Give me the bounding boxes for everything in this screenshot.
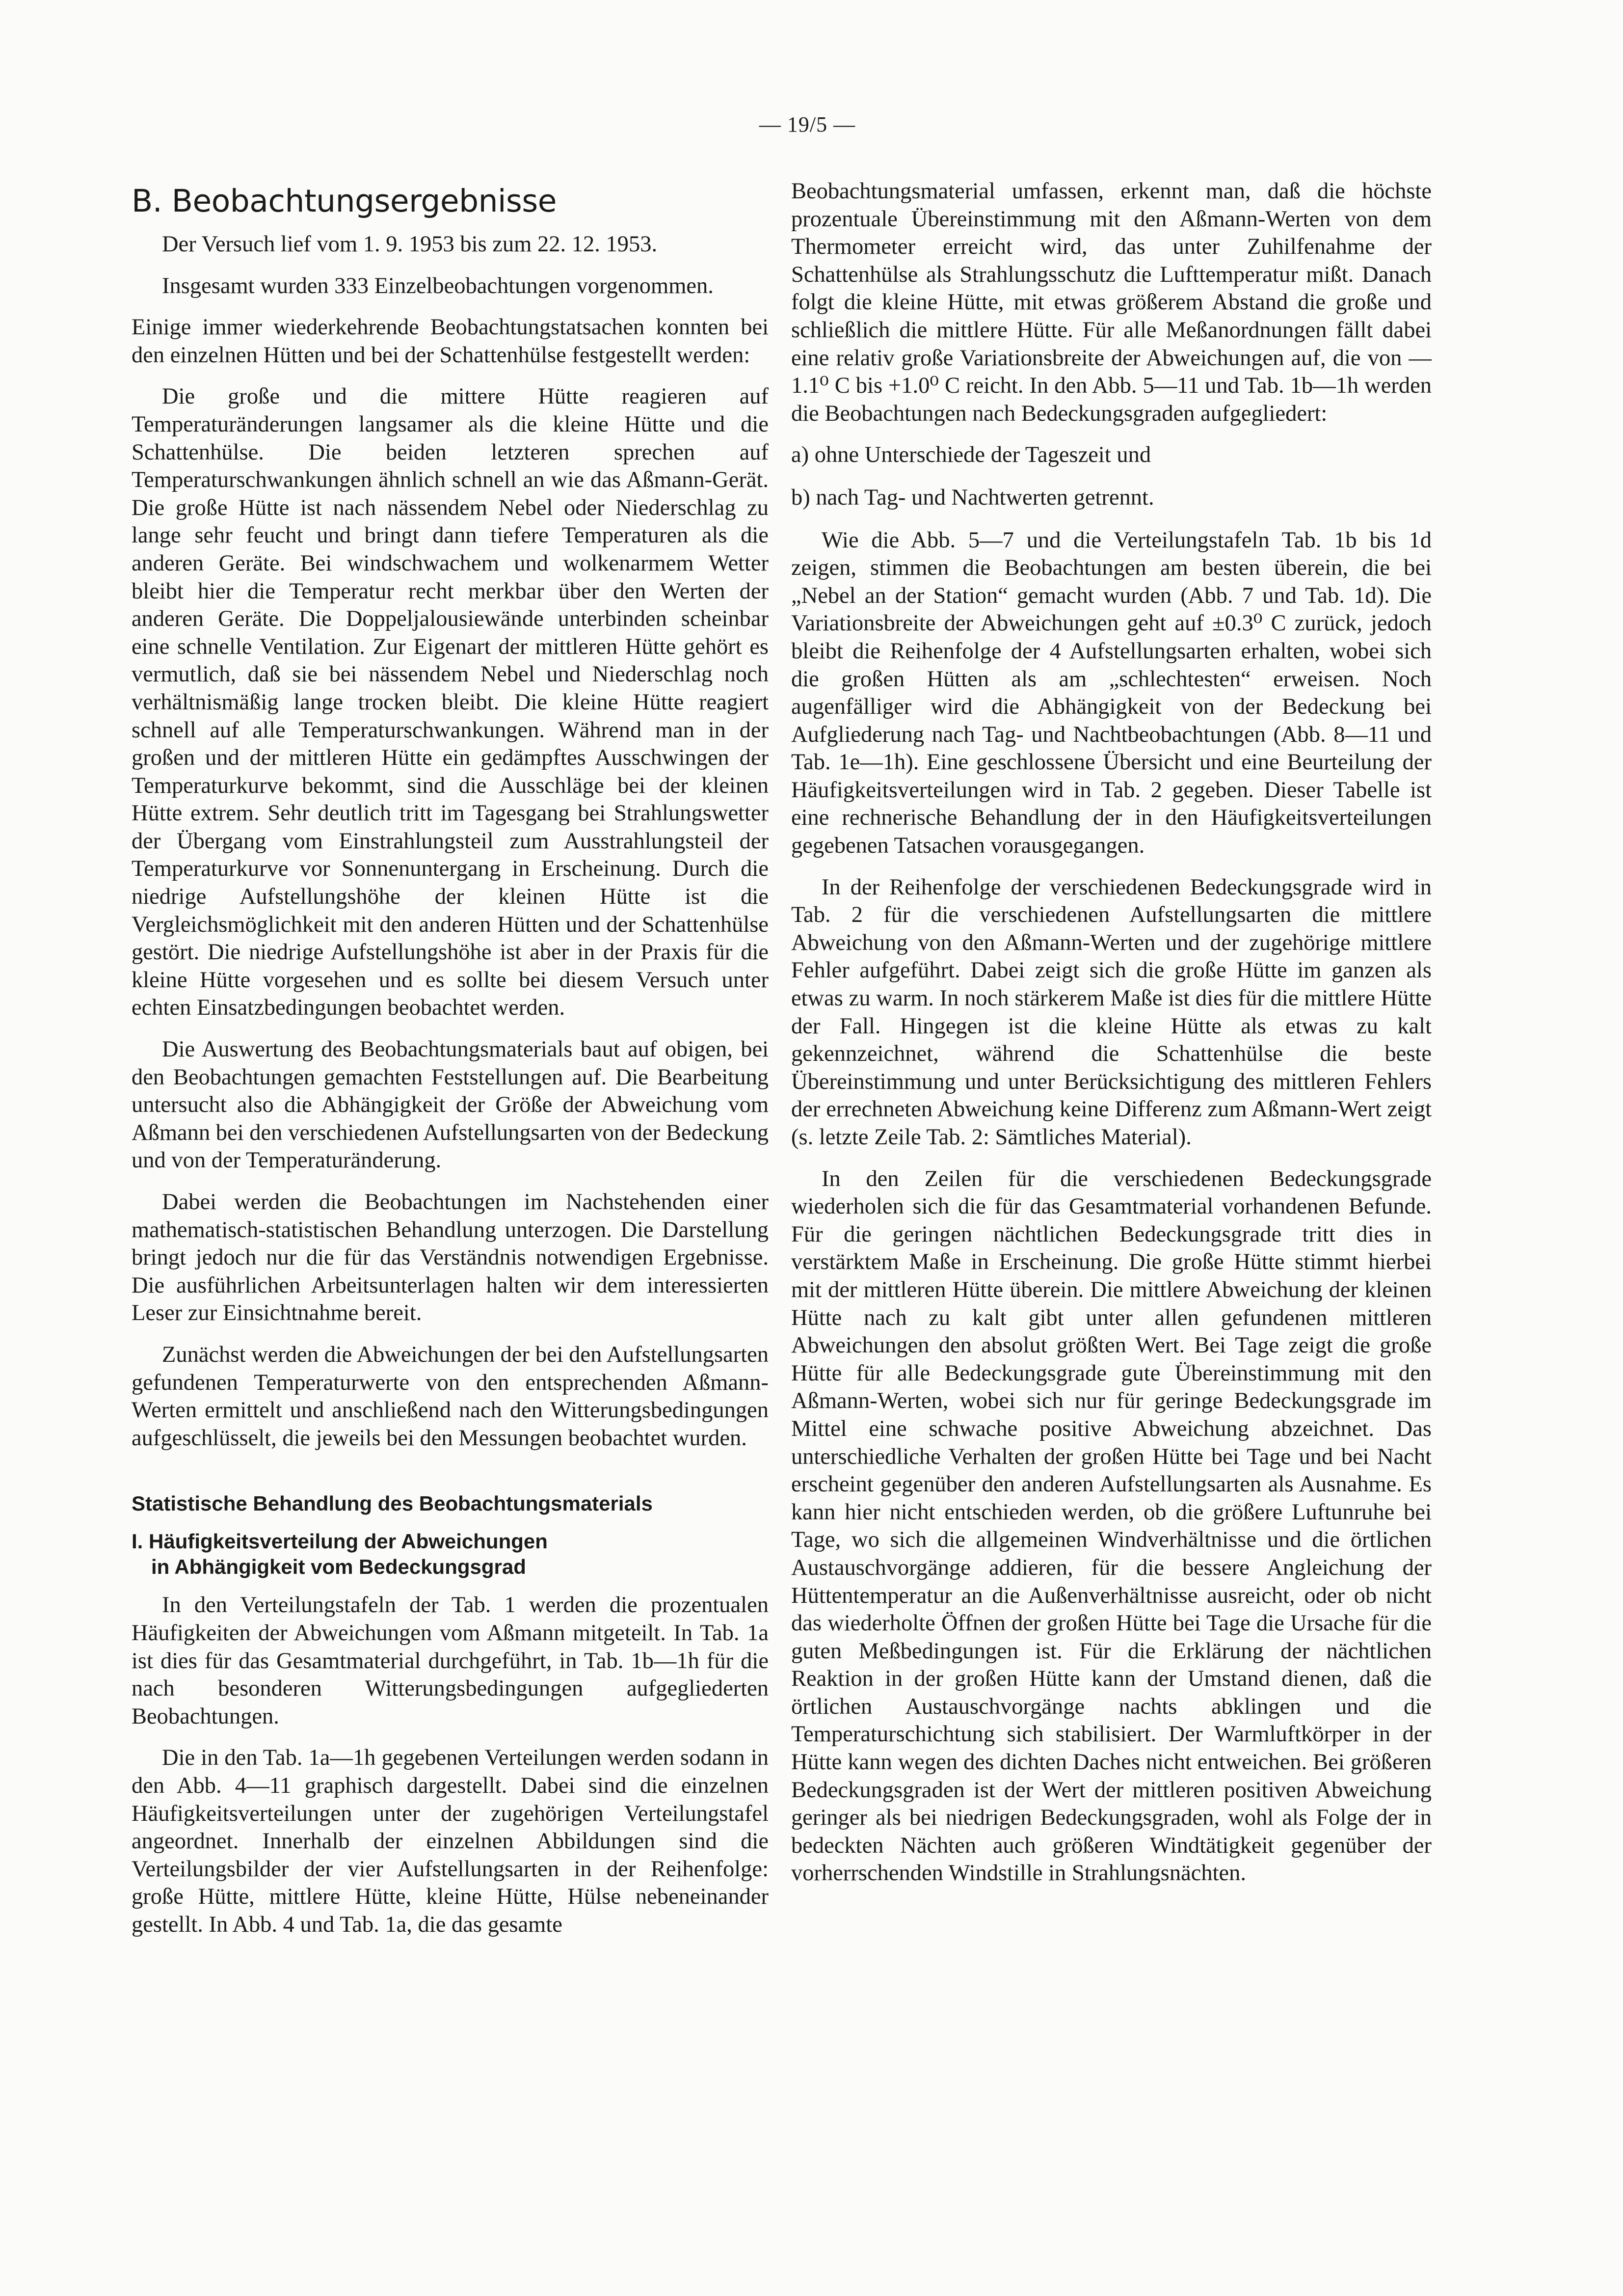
paragraph: Beobachtungsmaterial umfassen, erkennt man, daß die höchste prozentuale Übereinstimmung mit den Aßmann-Werten von dem Thermometer erreicht wird, das unter Zuhilfenahme der Schattenhülse als Strahlungsschutz die Lufttemperatur mißt. Danach folgt die kleine Hütte, mit etwas größerem Abstand die große und schließlich die mittlere Hütte. Für alle Meßanordnungen fällt dabei eine relativ große Variationsbreite der Abweichungen auf, die von —1.1⁰ C bis +1.0⁰ C reicht. In den Abb. 5—11 und Tab. 1b—1h werden die Beobachtungen nach Bedeckungsgraden aufgegliedert: <box>791 179 1432 426</box>
subheading-haeufigkeit-line2: in Abhängigkeit vom Bedeckungsgrad <box>151 1555 526 1579</box>
list-item: a) ohne Unterschiede der Tageszeit und <box>791 442 1151 468</box>
subheading-haeufigkeit <box>132 1529 769 1580</box>
paragraph: In den Verteilungstafeln der Tab. 1 werden die prozentualen Häufigkeiten der Abweichungen vom Aßmann mitgeteilt. In Tab. 1a ist dies für das Gesamtmaterial durchgeführt, in Tab. 1b—1h für die nach besonderen Witterungsbedingungen aufgegliederten Beobachtungen. <box>132 1593 769 1729</box>
page-number: — 19/5 — <box>759 112 856 136</box>
paragraph: Dabei werden die Beobachtungen im Nachstehenden einer mathematisch-statistischen Behandlung unterzogen. Die Darstellung bringt jedoch nur die für das Verständnis notwendigen Ergebnisse. Die ausführlichen Arbeitsunterlagen halten wir dem interessierten Leser zur Einsichtnahme bereit. <box>132 1189 769 1326</box>
paragraph: Einige immer wiederkehrende Beobachtungstatsachen konnten bei den einzelnen Hütten und bei der Schattenhülse festgestellt werden: <box>132 315 769 368</box>
right-column <box>791 178 1432 1901</box>
paragraph: In den Zeilen für die verschiedenen Bedeckungsgrade wiederholen sich die für das Gesamtmaterial vorhandenen Befunde. Für die geringen nächtlichen Bedeckungsgrade tritt dies in verstärktem Maße in Erscheinung. Die große Hütte stimmt hierbei mit der mittleren Hütte überein. Die mittlere Abweichung der kleinen Hütte nach zu kalt gibt unter allen gefundenen mittleren Abweichungen den absolut größten Wert. Bei Tage zeigt die große Hütte für alle Bedeckungsgrade gute Übereinstimmung mit den Aßmann-Werten, wobei sich nur für geringe Bedeckungsgrade im Mittel eine schwache positive Abweichung abzeichnet. Das unterschiedliche Verhalten der großen Hütte bei Tage und bei Nacht erscheint gegenüber den anderen Aufstellungsarten als Ausnahme. Es kann hier nicht entschieden werden, ob die größere Luftunruhe bei Tage, wo sich die allgemeinen Windverhältnisse und die örtlichen Austauschvorgänge addieren, für die bessere Angleichung der Hüttentemperatur an die Außenverhältnisse ausreicht, oder ob nicht das wiederholte Öffnen der großen Hütte bei Tage die Ursache für die guten Meßbedingungen ist. Für die Erklärung der nächtlichen Reaktion in der großen Hütte kann der Umstand dienen, daß die örtlichen Austauschvorgänge nachts abklingen und die Temperaturschichtung sich stabilisiert. Der Warmluftkörper in der Hütte kann wegen des dichten Daches nicht entweichen. Bei größeren Bedeckungsgraden ist der Wert der mittleren positiven Abweichung geringer als bei niedrigen Bedeckungsgraden, wohl als Folge der in bedeckten Nächten auch größeren Windtätigkeit gegenüber der vorherrschenden Windstille in Strahlungsnächten. <box>791 1166 1432 1886</box>
paragraph: Die in den Tab. 1a—1h gegebenen Verteilungen werden sodann in den Abb. 4—11 graphisch dargestellt. Dabei sind die einzelnen Häufigkeitsverteilungen unter der zugehörigen Verteilungstafel angeordnet. Innerhalb der einzelnen Abbildungen sind die Verteilungsbilder der vier Aufstellungsarten in der Reihenfolge: große Hütte, mittlere Hütte, kleine Hütte, Hülse nebeneinander gestellt. In Abb. 4 und Tab. 1a, die das gesamte <box>132 1745 769 1937</box>
paragraph: Der Versuch lief vom 1. 9. 1953 bis zum 22. 12. 1953. <box>162 232 658 257</box>
paragraph: In der Reihenfolge der verschiedenen Bedeckungsgrade wird in Tab. 2 für die verschiedenen Aufstellungsarten die mittlere Abweichung von den Aßmann-Werten und der zugehörige mittlere Fehler aufgeführt. Dabei zeigt sich die große Hütte im ganzen als etwas zu warm. In noch stärkerem Maße ist dies für die mittlere Hütte der Fall. Hingegen ist die kleine Hütte als etwas zu kalt gekennzeichnet, während die Schattenhülse die beste Übereinstimmung und unter Berücksichtigung des mittleren Fehlers der errechneten Abweichung keine Differenz zum Aßmann-Wert zeigt (s. letzte Zeile Tab. 2: Sämtliches Material). <box>791 874 1432 1150</box>
paragraph: Die große und die mittere Hütte reagieren auf Temperaturänderungen langsamer als die kleine Hütte und die Schattenhülse. Die beiden letzteren sprechen auf Temperaturschwankungen ähnlich schnell an wie das Aßmann-Gerät. Die große Hütte ist nach nässendem Nebel oder Niederschlag zu lange sehr feucht und bringt dann tiefere Temperaturen als die anderen Geräte. Bei windschwachem und wolkenarmem Wetter bleibt hier die Temperatur recht merkbar über den Werten der anderen Geräte. Die Doppeljalousiewände unterbinden scheinbar eine schnelle Ventilation. Zur Eigenart der mittleren Hütte gehört es vermutlich, daß sie bei nässendem Nebel und Niederschlag noch verhältnismäßig lange trocken bleibt. Die kleine Hütte reagiert schnell auf alle Temperaturschwankungen. Während man in der großen und der mittleren Hütte ein gedämpftes Ausschwingen der Temperaturkurve bekommt, sind die Ausschläge bei der kleinen Hütte extrem. Sehr deutlich tritt im Tagesgang bei Strahlungswetter der Übergang vom Einstrahlungsteil zum Ausstrahlungsteil der Temperaturkurve vor Sonnenuntergang in Erscheinung. Durch die niedrige Aufstellungshöhe der kleinen Hütte ist die Vergleichsmöglichkeit mit den anderen Hütten und der Schattenhülse gestört. Die niedrige Aufstellungshöhe ist aber in der Praxis für die kleine Hütte vorgesehen und es sollte bei diesem Versuch unter echten Einsatzbedingungen beobachtet werden. <box>132 384 769 1021</box>
left-column <box>132 182 769 1952</box>
subheading-haeufigkeit-line1: I. Häufigkeitsverteilung der Abweichungen <box>132 1530 548 1553</box>
paragraph: Insgesamt wurden 333 Einzelbeobachtungen vorgenommen. <box>162 273 714 298</box>
paragraph: Wie die Abb. 5—7 und die Verteilungstafeln Tab. 1b bis 1d zeigen, stimmen die Beobachtungen am besten überein, die bei „Nebel an der Station“ gemacht wurden (Abb. 7 und Tab. 1d). Die Variationsbreite der Abweichungen geht auf ±0.3⁰ C zurück, jedoch bleibt die Reihenfolge der 4 Aufstellungsarten erhalten, wobei sich die großen Hütten als am „schlechtesten“ erweisen. Noch augenfälliger wird die Abhängigkeit von der Bedeckung bei Aufgliederung nach Tag- und Nachtbeobachtungen (Abb. 8—11 und Tab. 1e—1h). Eine geschlossene Übersicht und eine Beurteilung der Häufigkeitsverteilungen wird in Tab. 2 gegeben. Dieser Tabelle ist eine rechnerische Behandlung der in den Häufigkeitsverteilungen gegebenen Tatsachen vorausgegangen. <box>791 527 1432 859</box>
subheading-statistik: Statistische Behandlung des Beobachtungsmaterials <box>132 1492 653 1515</box>
section-title: B. Beobachtungsergebnisse <box>132 183 557 219</box>
paragraph: Zunächst werden die Abweichungen der bei den Aufstellungsarten gefundenen Temperaturwerte von den entsprechenden Aßmann-Werten ermittelt und anschließend nach den Witterungsbedingungen aufgeschlüsselt, die jeweils bei den Messungen beobachtet wurden. <box>132 1342 769 1451</box>
paragraph: Die Auswertung des Beobachtungsmaterials baut auf obigen, bei den Beobachtungen gemachten Feststellungen auf. Die Bearbeitung untersucht also die Abhängigkeit der Größe der Abweichung vom Aßmann bei den verschiedenen Aufstellungsarten von der Bedeckung und von der Temperaturänderung. <box>132 1037 769 1173</box>
list-item: b) nach Tag- und Nachtwerten getrennt. <box>791 485 1154 510</box>
